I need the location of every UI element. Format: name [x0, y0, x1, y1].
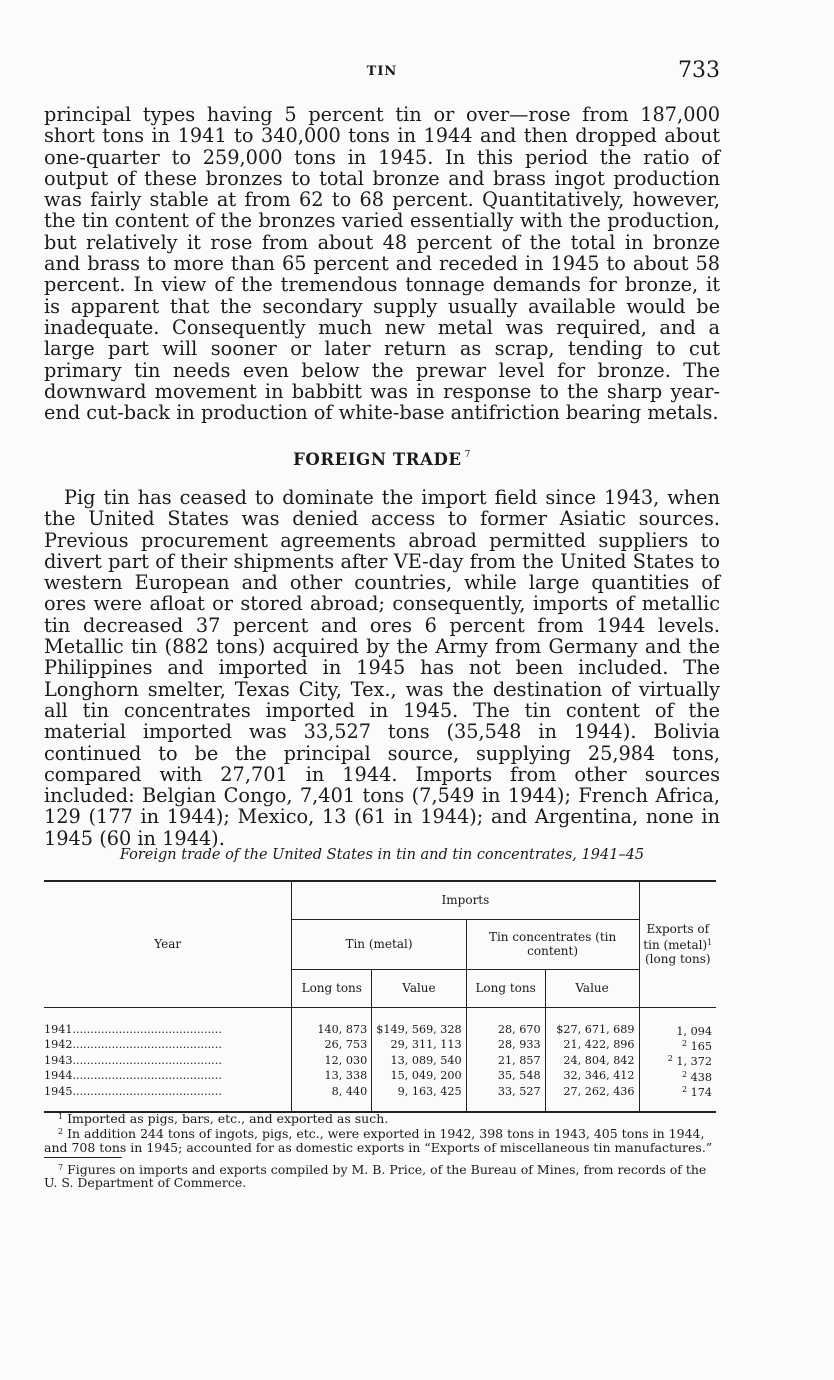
foreign-trade-table [44, 880, 716, 1113]
conc-tons-cell: 35, 548 [466, 1069, 545, 1084]
table-caption: Foreign trade of the United States in tin and tin concentrates, 1941–45 [119, 847, 645, 863]
footnote-divider [44, 1157, 122, 1158]
footnote-ref: 7 [464, 450, 471, 460]
footnote-marker: 2 [58, 1127, 64, 1137]
year-cell: 1941.......................................... [44, 1023, 222, 1036]
metal-tons-cell: 12, 030 [292, 1053, 372, 1068]
metal-value-cell: 9, 163, 425 [372, 1084, 466, 1111]
footnote-text: Imported as pigs, bars, etc., and exported as such. [67, 1111, 389, 1126]
metal-value-cell: 29, 311, 113 [372, 1038, 466, 1053]
table-row [44, 1007, 716, 1038]
header-exports-unit: (long tons) [644, 952, 711, 967]
table-row [44, 1038, 716, 1053]
year-cell: 1942.......................................... [44, 1038, 222, 1052]
header-metal-long-tons: Long tons [292, 969, 372, 1007]
footnote-marker: 1 [58, 1112, 64, 1121]
conc-tons-cell: 28, 670 [466, 1007, 545, 1038]
metal-tons-cell: 140, 873 [292, 1007, 372, 1038]
header-exports [639, 881, 716, 1007]
year-label: 1941 [44, 1023, 73, 1036]
exports-cell [639, 1069, 716, 1084]
exports-cell [639, 1007, 716, 1038]
table-row [44, 1084, 716, 1111]
conc-value-cell: 21, 422, 896 [545, 1038, 639, 1053]
exports-ref: 2 [667, 1054, 673, 1064]
exports-cell [639, 1084, 716, 1111]
header-metal-value: Value [372, 969, 466, 1007]
page-number: 733 [678, 58, 720, 83]
exports-ref: 2 [681, 1038, 688, 1048]
year-label: 1942 [44, 1038, 73, 1052]
section-heading-text: FOREIGN TRADE [293, 450, 462, 469]
conc-tons-cell: 33, 527 [466, 1084, 545, 1111]
metal-value-cell: 13, 089, 540 [372, 1053, 466, 1068]
running-head: TIN [366, 64, 398, 79]
header-imports: Imports [292, 881, 639, 919]
header-exports-label: Exports of tin (metal) [643, 922, 710, 953]
year-label: 1943 [44, 1053, 73, 1067]
table-row [44, 1053, 716, 1068]
year-cell: 1943.......................................... [44, 1053, 222, 1067]
footnote-7 [44, 1161, 720, 1190]
table-footnotes [44, 1110, 720, 1154]
conc-tons-cell: 21, 857 [466, 1053, 545, 1068]
footnote-text: Figures on imports and exports compiled by M. B. Price, of the Bureau of Mines, from records of the U. S. Department of Commerce. [44, 1162, 707, 1191]
footnote-marker: 7 [58, 1163, 64, 1172]
exports-value: 438 [690, 1070, 712, 1084]
year-label: 1945 [44, 1084, 73, 1098]
metal-tons-cell: 8, 440 [292, 1084, 372, 1111]
year-cell: 1945.......................................... [44, 1084, 292, 1111]
metal-value-cell: $149, 569, 328 [372, 1007, 466, 1038]
header-conc-value: Value [545, 969, 639, 1007]
exports-value: 1, 372 [676, 1055, 712, 1069]
year-label: 1944 [44, 1069, 73, 1083]
conc-value-cell: 27, 262, 436 [545, 1084, 639, 1111]
metal-tons-cell: 26, 753 [292, 1038, 372, 1053]
paragraph-foreign-trade: Pig tin has ceased to dominate the import field since 1943, when the United States was denied access to former Asiatic sources. Previous procurement agreements abroad permitted suppliers to divert part of their shipments after VE-day from the United States to western European and other countries, while large quantities of ores were afloat or stored abroad; consequently, imports of metallic tin decreased 37 percent and ores 6 percent from 1944 levels. Metallic tin (882 tons) acquired by the Army from Germany and the Philippines and imported in 1945 has not been included. The Longhorn smelter, Texas City, Tex., was the destination of virtually all tin concentrates imported in 1945. The tin content of the material imported was 33,527 tons (35,548 in 1944). Bolivia continued to be the principal source, supplying 25,984 tons, compared with 27,701 in 1944. Imports from other sources included: Belgian Congo, 7,401 tons (7,549 in 1944); French Africa, 129 (177 in 1944); Mexico, 13 (61 in 1944); and Argentina, none in 1945 (60 in 1944). [44, 486, 720, 850]
exports-ref: 2 [681, 1085, 688, 1095]
footnote-text: In addition 244 tons of ingots, pigs, etc., were exported in 1942, 398 tons in 1943, 405 tons in 1944, and 708 tons in 1945; accounted for as domestic exports in “Exports of miscellaneous tin manufactures.” [44, 1126, 713, 1155]
exports-value: 174 [690, 1086, 712, 1100]
year-cell: 1944.......................................... [44, 1069, 222, 1083]
exports-value: 1, 094 [676, 1024, 712, 1038]
exports-cell [639, 1053, 716, 1068]
footnote-1 [44, 1110, 720, 1125]
header-conc-long-tons: Long tons [466, 969, 545, 1007]
conc-value-cell: 32, 346, 412 [545, 1069, 639, 1084]
table-row [44, 1069, 716, 1084]
section-heading [44, 450, 720, 469]
header-tin-metal: Tin (metal) [292, 919, 466, 969]
metal-value-cell: 15, 049, 200 [372, 1069, 466, 1084]
header-exports-ref: 1 [707, 938, 713, 948]
conc-tons-cell: 28, 933 [466, 1038, 545, 1053]
page-header [44, 60, 720, 84]
exports-value: 165 [690, 1039, 712, 1053]
header-tin-concentrates: Tin concentrates (tin content) [466, 919, 639, 969]
exports-cell [639, 1038, 716, 1053]
paragraph-bronze-production: principal types having 5 percent tin or over—rose from 187,000 short tons in 1941 to 340,000 tons in 1944 and then dropped about one-quarter to 259,000 tons in 1945. In this period the ratio of output of these bronzes to total bronze and brass ingot production was fairly stable at from 62 to 68 percent. Quantitatively, however, the tin content of the bronzes varied essentially with the production, but relatively it rose from about 48 percent of the total in bronze and brass to more than 65 percent and receded in 1945 to about 58 percent. In view of the tremendous tonnage demands for bronze, it is apparent that the secondary supply usually available would be inadequate. Consequently much new metal was required, and a large part will sooner or later return as scrap, tending to cut primary tin needs even below the prewar level for bronze. The downward movement in babbitt was in response to the sharp year-end cut-back in production of white-base antifriction bearing metals. [44, 103, 720, 425]
exports-ref: 2 [681, 1069, 688, 1079]
conc-value-cell: 24, 804, 842 [545, 1053, 639, 1068]
footnote-2 [44, 1125, 720, 1154]
metal-tons-cell: 13, 338 [292, 1069, 372, 1084]
conc-value-cell: $27, 671, 689 [545, 1007, 639, 1038]
header-year: Year [44, 881, 292, 1007]
